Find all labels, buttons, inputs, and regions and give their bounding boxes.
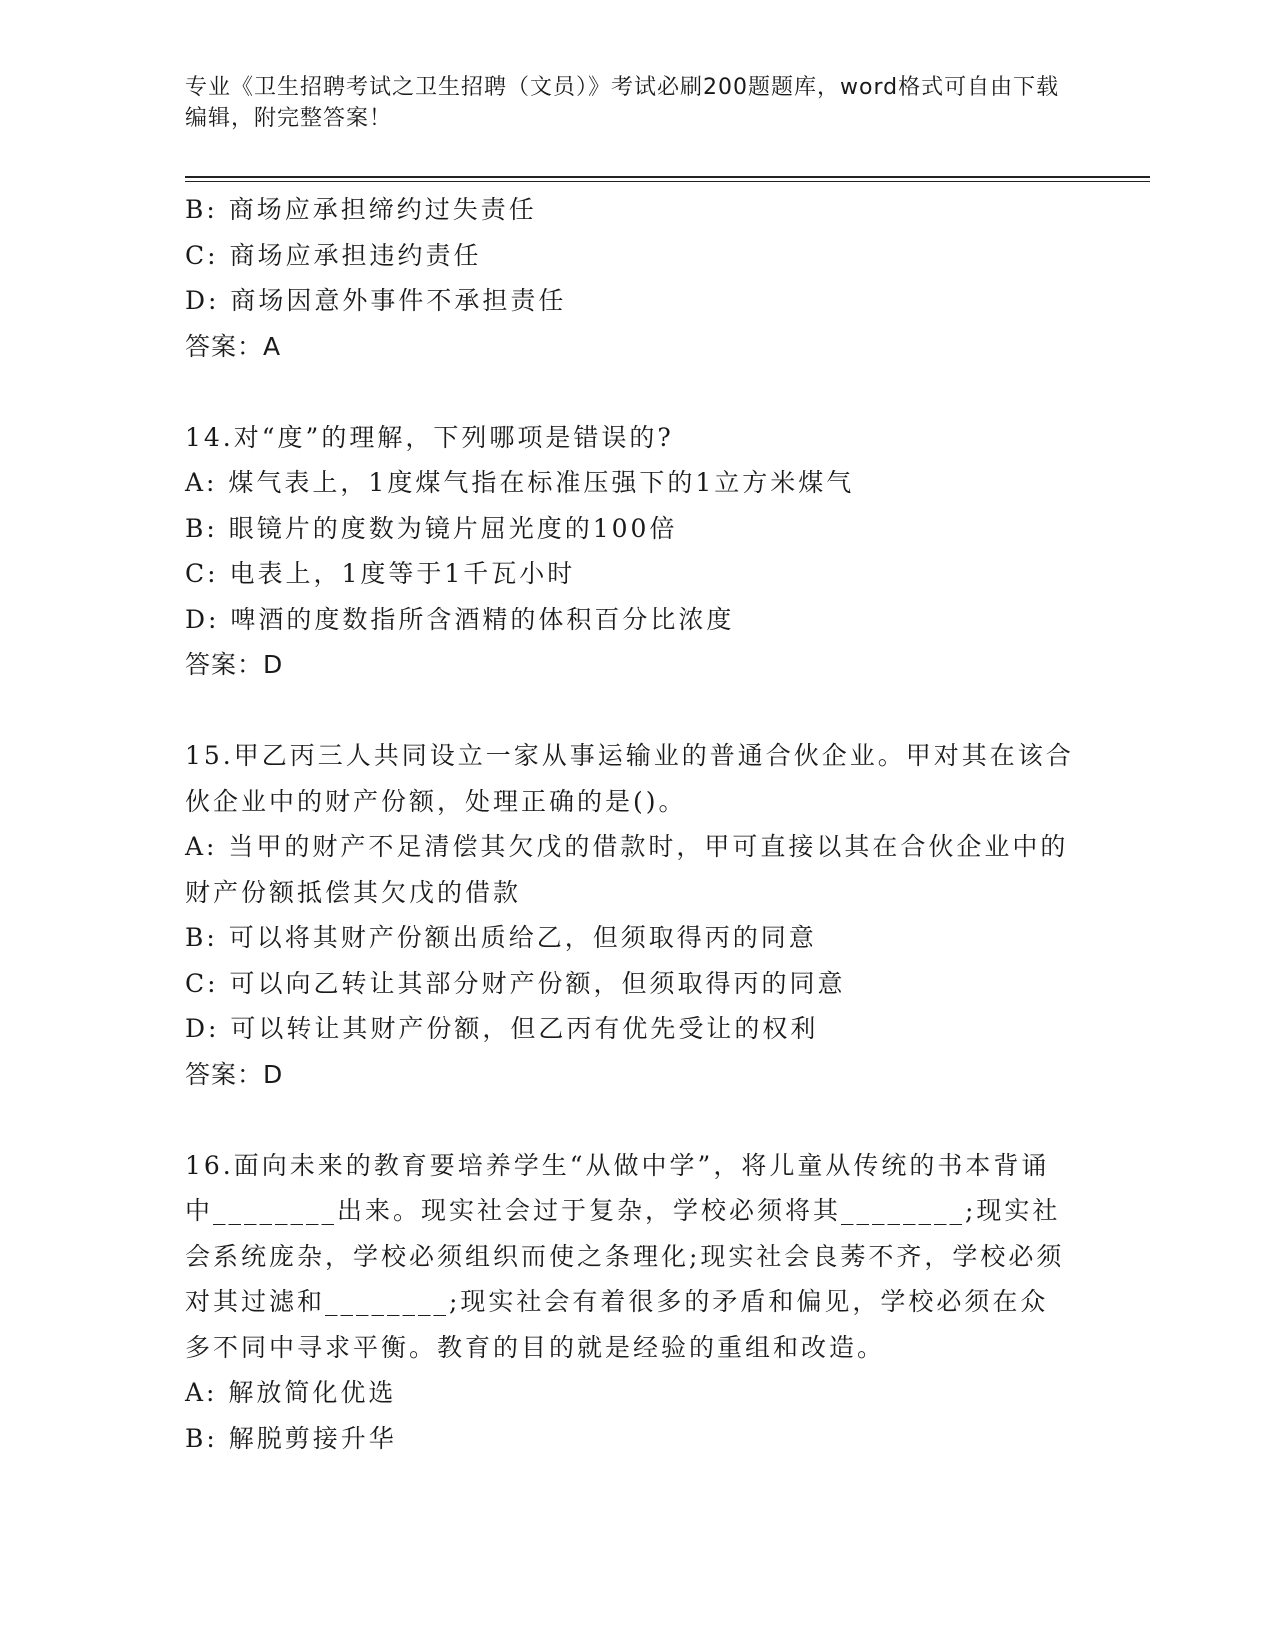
option-c: C: 可以向乙转让其部分财产份额，但须取得丙的同意	[185, 968, 846, 998]
option-a: A: 当甲的财产不足清偿其欠戊的借款时，甲可直接以其在合伙企业中的财产份额抵偿其欠戊的借款	[185, 832, 1069, 907]
option-b: B: 解脱剪接升华	[185, 1423, 397, 1453]
question-15-block	[185, 733, 1075, 1097]
header-divider-thin	[185, 181, 1150, 182]
option-d: D: 商场因意外事件不承担责任	[185, 286, 567, 315]
option-b: B: 商场应承担缔约过失责任	[185, 195, 537, 224]
previous-question-block	[185, 187, 1075, 369]
answer-line: 答案：A	[185, 331, 282, 361]
option-c: C: 商场应承担违约责任	[185, 240, 482, 270]
option-b: B: 可以将其财产份额出质给乙，但须取得丙的同意	[185, 923, 817, 952]
answer-line: 答案：D	[185, 1059, 284, 1089]
option-d: D: 可以转让其财产份额，但乙丙有优先受让的权利	[185, 1014, 819, 1043]
question-stem: 14.对“度”的理解，下列哪项是错误的?	[185, 422, 674, 452]
spacer	[185, 1097, 1075, 1143]
option-a: A: 煤气表上，1度煤气指在标准压强下的1立方米煤气	[185, 468, 855, 497]
question-stem: 15.甲乙丙三人共同设立一家从事运输业的普通合伙企业。甲对其在该合伙企业中的财产份额，处理正确的是()。	[185, 741, 1074, 816]
option-d: D: 啤酒的度数指所含酒精的体积百分比浓度	[185, 604, 735, 634]
question-stem: 16.面向未来的教育要培养学生“从做中学”，将儿童从传统的书本背诵中________出来。现实社会过于复杂，学校必须将其________;现实社会系统庞杂，学校必须组织而使之条理化;现实社会良莠不齐，学校必须对其过滤和________;现实社会有着很多的矛盾和偏见，学校必须在众多不同中寻求平衡。教育的目的就是经验的重组和改造。	[185, 1150, 1065, 1362]
option-b: B: 眼镜片的度数为镜片屈光度的100倍	[185, 513, 678, 543]
question-16-block	[185, 1143, 1075, 1462]
option-a: A: 解放简化优选	[185, 1378, 397, 1407]
document-header: 专业《卫生招聘考试之卫生招聘（文员）》考试必刷200题题库，word格式可自由下载编辑，附完整答案！	[185, 75, 1060, 131]
question-content	[185, 187, 1075, 1461]
option-c: C: 电表上，1度等于1千瓦小时	[185, 559, 576, 588]
spacer	[185, 688, 1075, 734]
question-14-block	[185, 415, 1075, 688]
header-divider-thick	[185, 176, 1150, 178]
answer-line: 答案：D	[185, 650, 284, 679]
spacer	[185, 369, 1075, 415]
